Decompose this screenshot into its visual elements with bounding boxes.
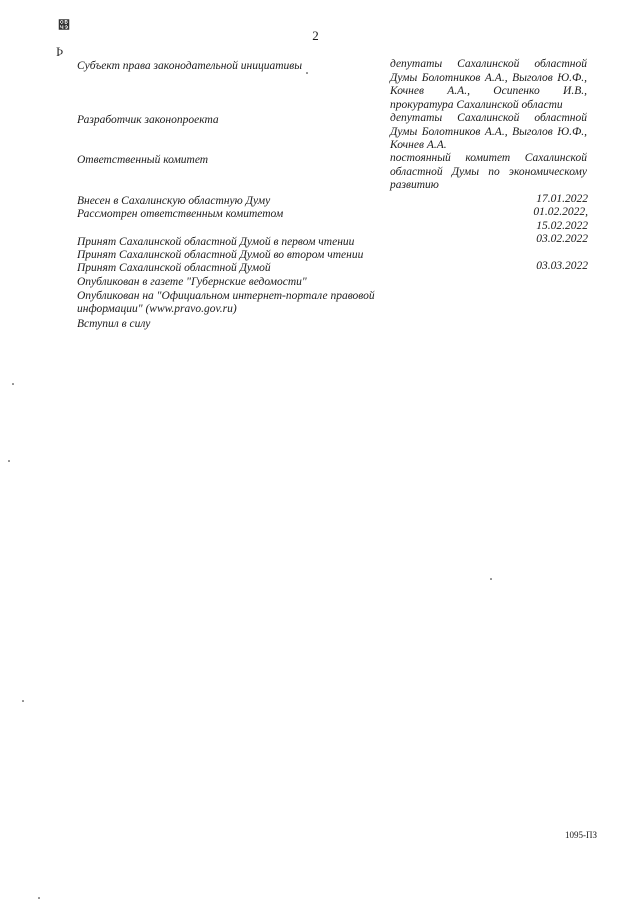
event-label-adopted: Принят Сахалинской областной Думой [77,262,271,274]
event-label-published-portal: Опубликован на "Официальном интернет-портале правовой [77,290,375,302]
committee-value-line: областной Думы по экономическому [390,165,587,178]
developer-value-line: Думы Болотников А.А., Выголов Ю.Ф., [390,125,587,138]
subject-value-line: Кочнев А.А., Осипенко И.В., [390,85,587,97]
developer-label: Разработчик законопроекта [77,114,219,126]
developer-value [390,112,587,153]
event-date-first-reading: 03.02.2022 [536,233,588,245]
scan-speck [12,383,14,385]
page-number: 2 [312,28,319,43]
scan-speck [8,460,10,462]
event-label-published-portal-cont: информации" (www.pravo.gov.ru) [77,303,237,315]
subject-value [390,58,587,112]
event-label-committee: Рассмотрен ответственным комитетом [77,208,284,220]
corner-mark-1: ୉ [58,18,70,32]
scan-speck [38,897,40,899]
event-label-submitted: Внесен в Сахалинскую областную Думу [77,195,271,207]
event-date-committee-2: 15.02.2022 [536,220,588,232]
scan-speck [306,72,308,74]
document-code: 1095-ПЗ [565,830,598,840]
committee-value-line: постоянный комитет Сахалинской [390,152,587,164]
developer-value-line: депутаты Сахалинской областной [390,112,587,124]
event-date-submitted: 17.01.2022 [536,193,588,205]
event-label-entered-force: Вступил в силу [77,318,151,330]
committee-value-line: развитию [390,179,439,191]
subject-value-line: прокуратура Сахалинской области [390,98,563,111]
event-label-first-reading: Принят Сахалинской областной Думой в первом чтении [77,236,355,248]
event-label-published-newspaper: Опубликован в газете "Губернские ведомости" [77,276,307,288]
subject-value-line: депутаты Сахалинской областной [390,58,587,70]
event-label-second-reading: Принят Сахалинской областной Думой во втором чтении [77,249,364,261]
event-date-adopted: 03.03.2022 [536,260,588,272]
scan-speck [22,700,24,702]
developer-value-line: Кочнев А.А. [390,139,447,151]
event-date-committee-1: 01.02.2022, [533,206,588,218]
scan-speck [490,578,492,580]
corner-mark-2: Þ [56,44,64,59]
committee-value [390,152,587,193]
committee-label: Ответственный комитет [77,154,209,166]
subject-value-line: Думы Болотников А.А., Выголов Ю.Ф., [390,71,587,84]
subject-label: Субъект права законодательной инициативы [77,60,303,72]
